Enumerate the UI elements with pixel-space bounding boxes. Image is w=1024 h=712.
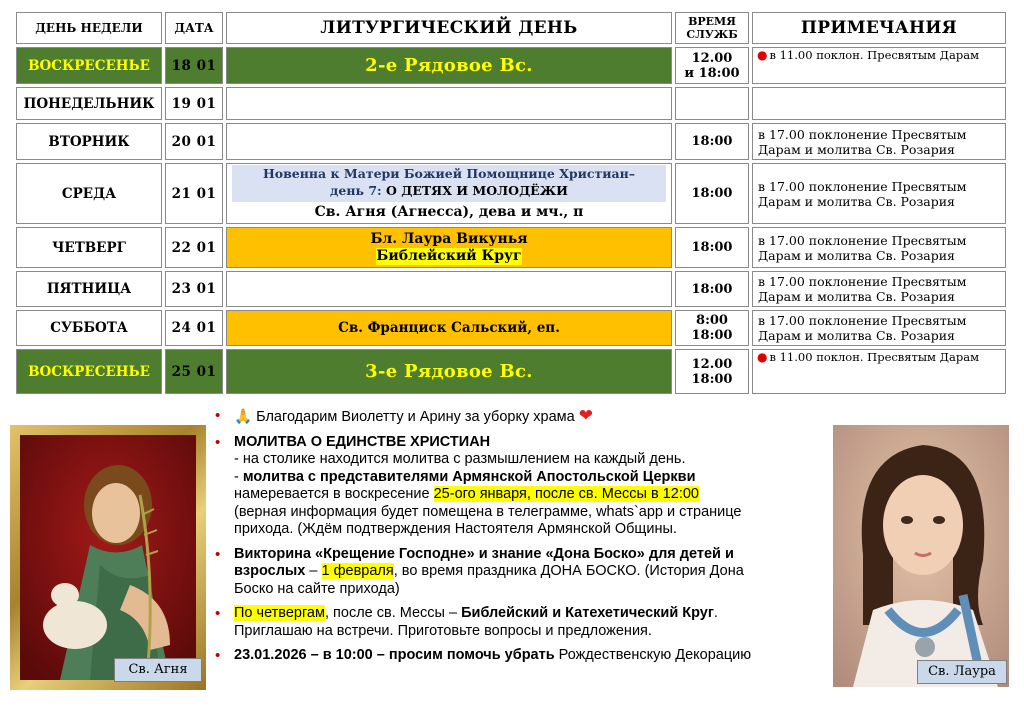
- bullet-dot-icon: ●: [757, 48, 768, 62]
- header-date: ДАТА: [165, 12, 223, 44]
- row-date-1: 19 01: [165, 87, 223, 120]
- row-note-7: ● в 11.00 поклон. Пресвятым Дарам: [752, 349, 1006, 394]
- header-liturgical: ЛИТУРГИЧЕСКИЙ ДЕНЬ: [226, 12, 672, 44]
- row-time-1: [675, 87, 749, 120]
- row-time-2: 18:00: [675, 123, 749, 160]
- saint-agnes-painting: [20, 435, 196, 680]
- heart-icon: ❤: [578, 406, 593, 425]
- row-time-5: 18:00: [675, 271, 749, 307]
- row-liturgical-4: Бл. Лаура Викунья Библейский Круг: [226, 227, 672, 268]
- row-liturgical-6: Св. Франциск Сальский, еп.: [226, 310, 672, 346]
- row-note-0: ● в 11.00 поклон. Пресвятым Дарам: [752, 47, 1006, 84]
- row-date-6: 24 01: [165, 310, 223, 346]
- blessed-laura-caption: Св. Лаура: [917, 660, 1007, 684]
- praying-hands-icon: 🙏: [234, 409, 253, 425]
- blessed-laura-portrait: [833, 425, 1009, 687]
- header-day: ДЕНЬ НЕДЕЛИ: [16, 12, 162, 44]
- row-day-1: ПОНЕДЕЛЬНИК: [16, 87, 162, 120]
- novena-banner: Новенна к Матери Божией Помощнице Христиан– день 7: О ДЕТЯХ И МОЛОДЁЖИ: [232, 165, 666, 202]
- row-day-7: ВОСКРЕСЕНЬЕ: [16, 349, 162, 394]
- row-time-6: 8:00 18:00: [675, 310, 749, 346]
- row-note-3: в 17.00 поклонение Пресвятым Дарам и молитва Св. Розария: [752, 163, 1006, 224]
- row-note-6: в 17.00 поклонение Пресвятым Дарам и молитва Св. Розария: [752, 310, 1006, 346]
- row-note-2: в 17.00 поклонение Пресвятым Дарам и молитва Св. Розария: [752, 123, 1006, 160]
- announcement-unity-prayer: • МОЛИТВА О ЕДИНСТВЕ ХРИСТИАН - на столике находится молитва с размышлением на каждый день. - молитва с представителями Армянской Апостольской Церкви намеревается в воскресение 25-ого января, после св. Мессы в 12:00 (верная информация будет помещена в телеграмме, whats`app и странице прихода. (Ждём подтверждения Настоятеля Армянской Общины.: [212, 434, 830, 539]
- row-note-5: в 17.00 поклонение Пресвятым Дарам и молитва Св. Розария: [752, 271, 1006, 307]
- row-liturgical-3-saint: Св. Агня (Агнесса), дева и мч., п: [314, 204, 584, 220]
- announcements-list: [212, 407, 830, 672]
- announcement-decoration: • 23.01.2026 – в 10:00 – просим помочь убрать Рождественскую Декорацию: [212, 647, 830, 665]
- row-date-7: 25 01: [165, 349, 223, 394]
- saint-agnes-caption: Св. Агня: [114, 658, 202, 682]
- row-note-1: [752, 87, 1006, 120]
- bullet-dot-icon: ●: [757, 350, 768, 364]
- row-time-4: 18:00: [675, 227, 749, 268]
- row-date-0: 18 01: [165, 47, 223, 84]
- row-date-3: 21 01: [165, 163, 223, 224]
- row-day-5: ПЯТНИЦА: [16, 271, 162, 307]
- row-date-5: 23 01: [165, 271, 223, 307]
- row-day-0: ВОСКРЕСЕНЬЕ: [16, 47, 162, 84]
- row-day-3: СРЕДА: [16, 163, 162, 224]
- announcement-thanks: • 🙏 Благодарим Виолетту и Арину за уборку храма ❤: [212, 407, 830, 427]
- row-time-0: 12.00 и 18:00: [675, 47, 749, 84]
- row-note-4: в 17.00 поклонение Пресвятым Дарам и молитва Св. Розария: [752, 227, 1006, 268]
- row-time-7: 12.00 18:00: [675, 349, 749, 394]
- row-liturgical-5: [226, 271, 672, 307]
- saint-agnes-image: [10, 425, 206, 690]
- row-date-2: 20 01: [165, 123, 223, 160]
- row-liturgical-2: [226, 123, 672, 160]
- row-day-2: ВТОРНИК: [16, 123, 162, 160]
- row-time-3: 18:00: [675, 163, 749, 224]
- row-liturgical-1: [226, 87, 672, 120]
- announcement-quiz: • Викторина «Крещение Господне» и знание «Дона Боско» для детей и взрослых – 1 февраля, во время праздника ДОНА БОСКО. (История Дона Боско на сайте прихода): [212, 546, 830, 599]
- row-liturgical-7: 3-е Рядовое Вс.: [226, 349, 672, 394]
- row-day-4: ЧЕТВЕРГ: [16, 227, 162, 268]
- row-date-4: 22 01: [165, 227, 223, 268]
- blessed-laura-image: [833, 425, 1009, 687]
- row-liturgical-0: 2-е Рядовое Вс.: [226, 47, 672, 84]
- announcement-bible-circle: • По четвергам, после св. Мессы – Библейский и Катехетический Круг. Приглашаю на встречи. Приготовьте вопросы и предложения.: [212, 605, 830, 640]
- header-time: ВРЕМЯ СЛУЖБ: [675, 12, 749, 44]
- header-notes: ПРИМЕЧАНИЯ: [752, 12, 1006, 44]
- row-day-6: СУББОТА: [16, 310, 162, 346]
